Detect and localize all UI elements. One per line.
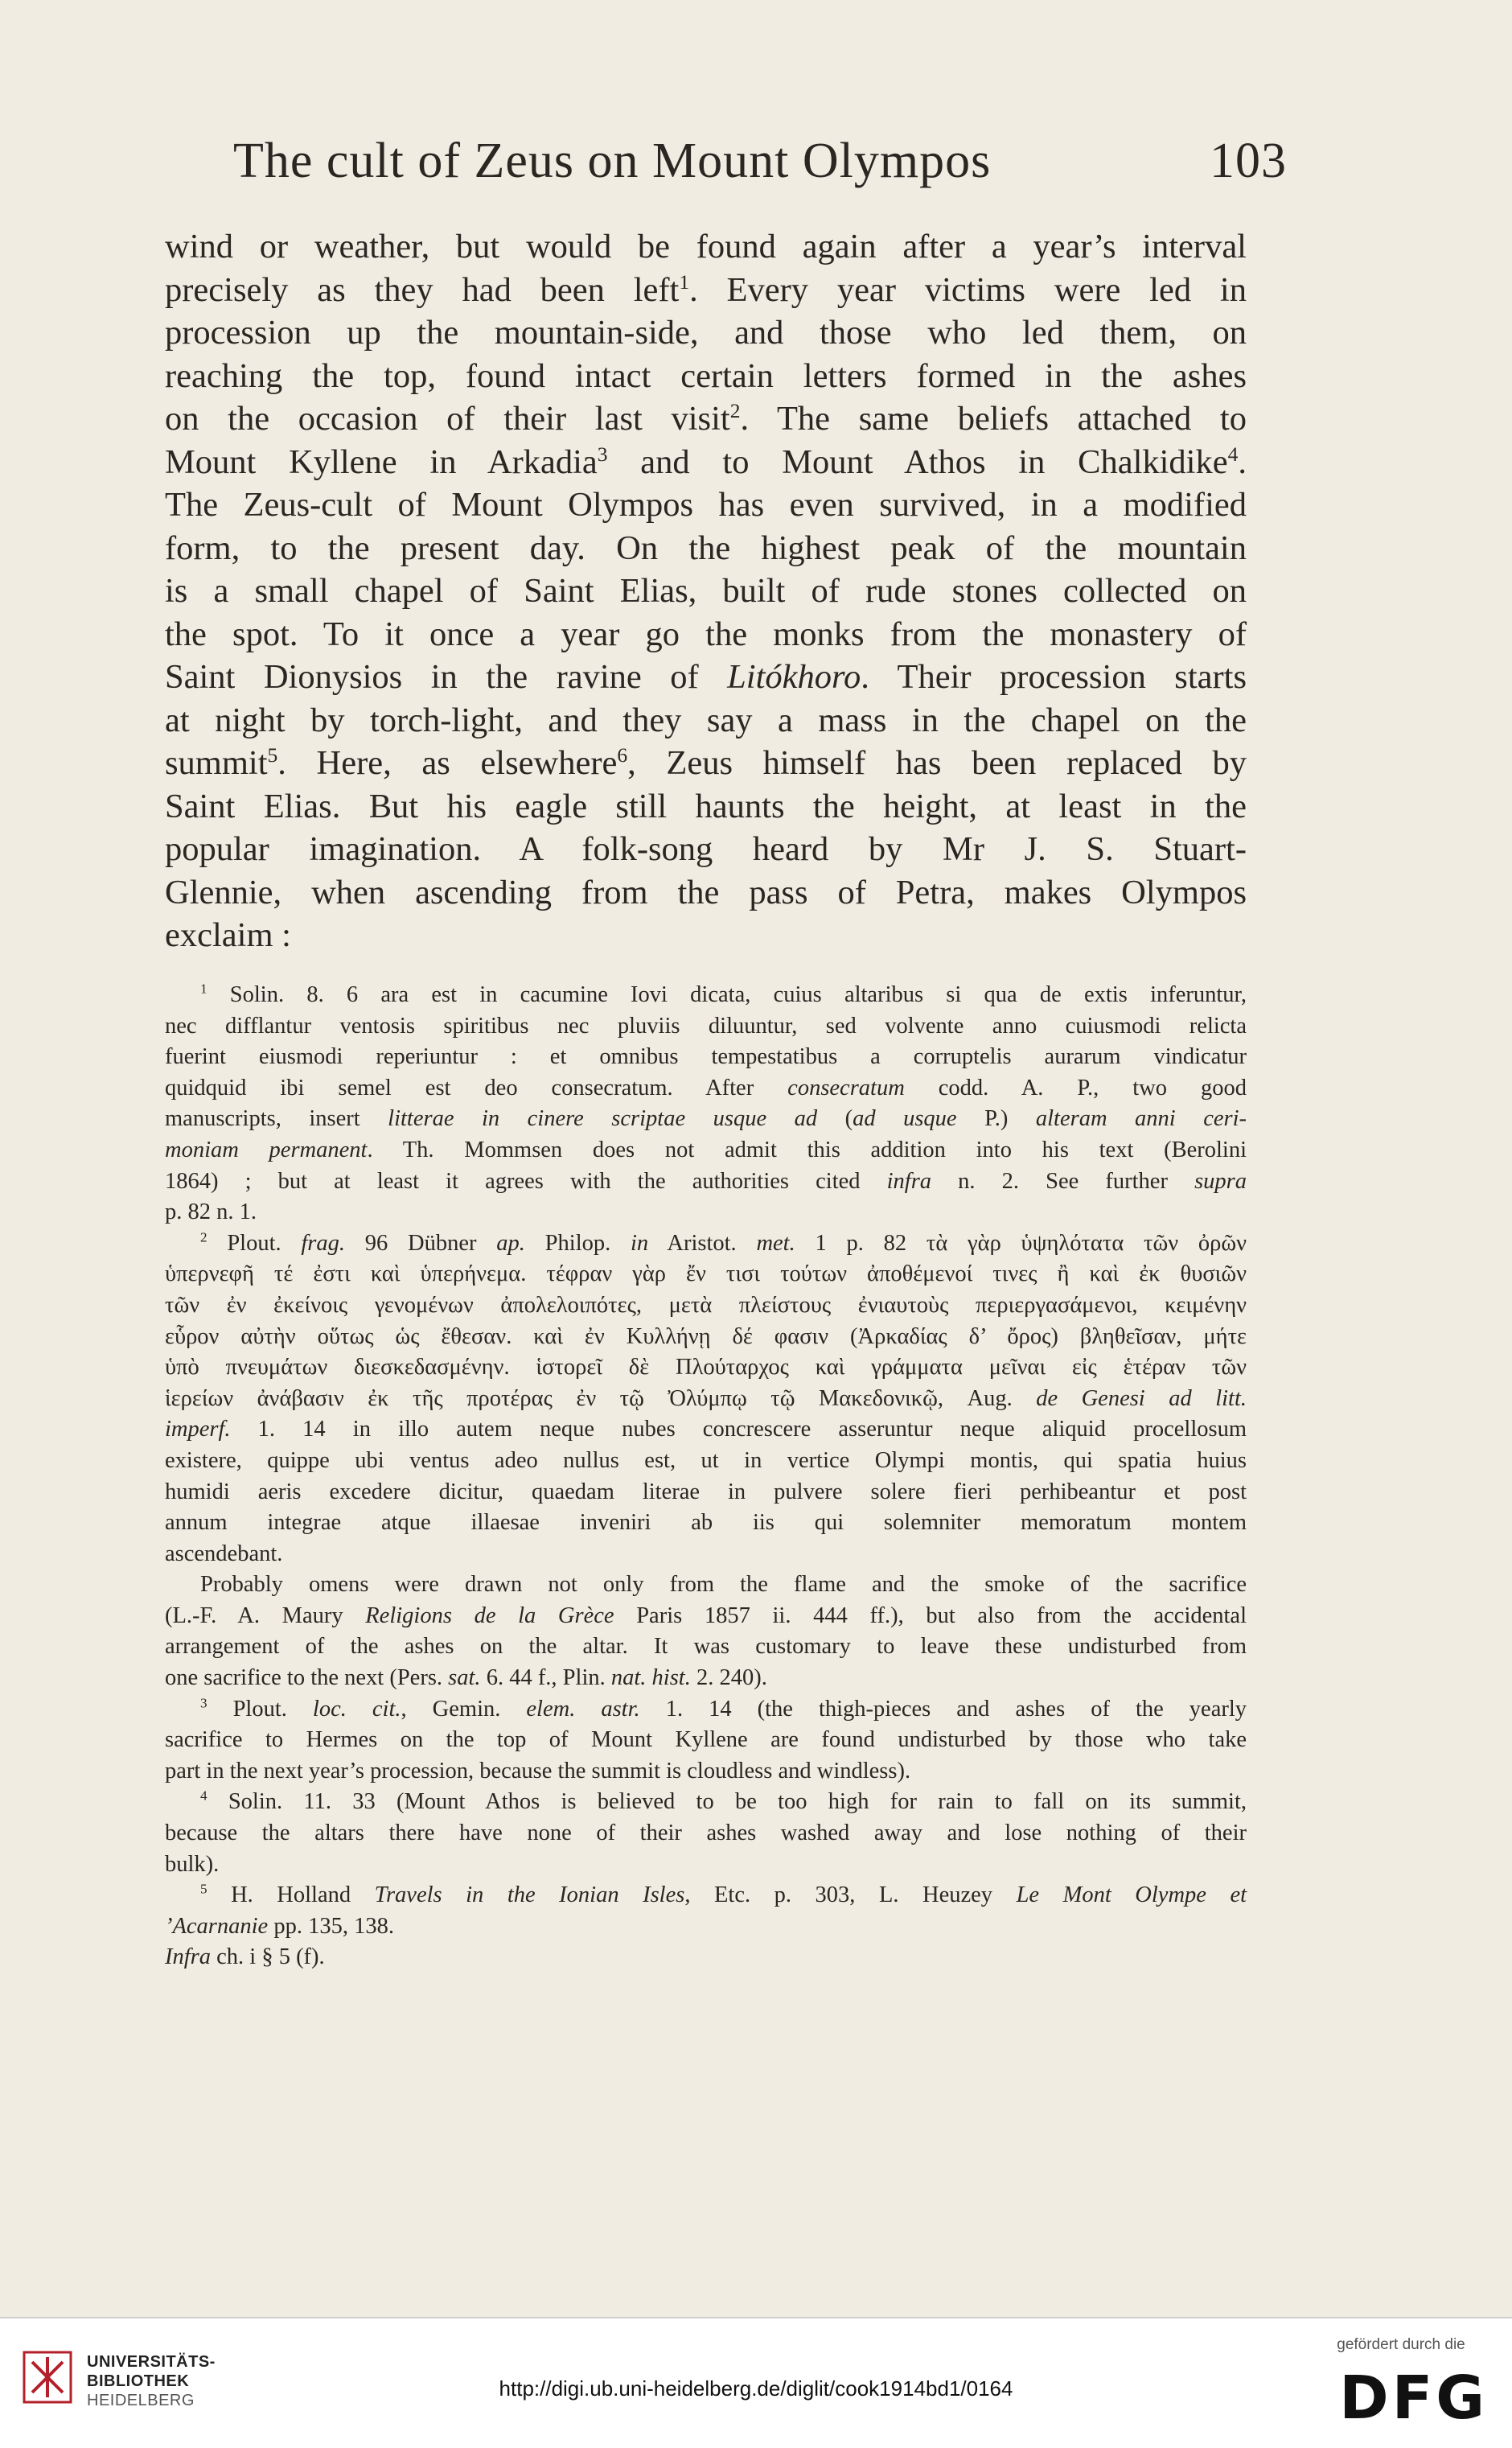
footnote-number: 3 <box>200 1695 207 1711</box>
page-number: 103 <box>1210 134 1287 188</box>
footnote-ref: 2 <box>729 398 741 422</box>
footnote-ref: 6 <box>617 743 628 767</box>
dfg-logo: DFG <box>1339 2364 1488 2433</box>
body-line: at night by torch-light, and they say a mass in the chapel on the <box>165 701 1247 739</box>
footnote-ref: 5 <box>267 743 278 767</box>
body-line: Saint Elias. But his eagle still haunts the height, at least in the <box>165 787 1247 825</box>
body-line: procession up the mountain-side, and those who led them, on <box>165 314 1247 352</box>
source-url-link[interactable]: http://digi.ub.uni-heidelberg.de/diglit/cook1914bd1/0164 <box>499 2376 1013 2401</box>
footnote-3: $^3$ Plout. loc. cit., Gemin. elem. astr. 1. 14 (the thigh-pieces and ashes of the yearly sacrifice to Hermes on the top of Mount Kyllene are found undisturbed by those who take part in the next year’s procession, because the summit is cloudless and windless). <box>165 1695 1247 1784</box>
body-line: the spot. To it once a year go the monks from the monastery of <box>165 615 1247 653</box>
body-line: Mount Kyllene in Arkadia$^3$ and to Mount Athos in Chalkidike$^4$. <box>165 442 1247 481</box>
footnote-paragraph: Probably omens were drawn not only from the flame and the smoke of the sacrifice (L.-F. A. Maury Religions de la Grèce Paris 1857 ii. 444 ff.), but also from the accidental arrangement of the ashes on the altar. It was customary to leave these undisturbed from one sacrifice to the next (Pers. sat. 6. 44 f., Plin. nat. hist. 2. 240). <box>165 1572 1247 1691</box>
body-line: form, to the present day. On the highest peak of the mountain <box>165 529 1247 567</box>
body-line: on the occasion of their last visit$^2$. The same beliefs attached to <box>165 398 1247 438</box>
library-name: UNIVERSITÄTS- BIBLIOTHEK HEIDELBERG <box>87 2353 216 2409</box>
body-line: is a small chapel of Saint Elias, built of rude stones collected on <box>165 572 1247 610</box>
footnote-2: $^2$ Plout. frag. 96 Dübner ap. Philop. in Aristot. met. 1 p. 82 τὰ γὰρ ὑψηλότατα τῶν ὀρῶν ὑπερνεφῆ τέ ἐστι καὶ ὑπερήνεμα. τέφραν γὰρ ἔν τισι τούτων ἀποθέμενοί τινες ἢ καὶ ἐκ θυσιῶν τῶν ἐν ἐκείνοις γενομένων ἀπολελοιπότες, μετὰ πλείστους ἐνιαυτοὺς περιεργασάμενοι, κειμένην εὗρον αὐτὴν οὕτως ὡς ἔθεσαν. καὶ ἐν Κυλλήνῃ δέ φασιν (Ἀρκαδίας δ’ ὄρος) βληθεῖσαν, μήτε ὑπὸ πνευμάτων διεσκεδασμένην. ἱστορεῖ δὲ Πλούταρχος καὶ γράμματα μεῖναι εἰς ἑτέραν τῶν ἱερείων ἀνάβασιν ἐκ τῆς προτέρας ἐν τῷ Ὀλύμπῳ τῷ Μακεδονικῷ, Aug. de Genesi ad litt. imperf. 1. 14 in illo autem neque nubes concrescere asseruntur neque aliquid procellosum existere, quippe ubi ventus adeo nullus est, ut in vertice Olympi montis, qui spatia huius humidi aeris excedere dicitur, quaedam literae in pulvere solere fieri perhibeantur et post annum integrae atque illaesae inveniri ab iis qui solemniter memoratum montem ascendebant. <box>165 1229 1247 1566</box>
footnote-1: $^1$ Solin. 8. 6 ara est in cacumine Iovi dicata, cuius altaribus si qua de extis inferuntur, nec difflantur ventosis spiritibus nec pluviis diluuntur, sed volvente anno cuiusmodi relicta fuerint eiusmodi reperiuntur : et omnibus tempestatibus a corruptelis aurarum vindicatur quidquid ibi semel est deo consecratum. After consecratum codd. A. P., two good manuscripts, insert litterae in cinere scriptae usque ad (ad usque P.) alteram anni ceri- moniam permanent. Th. Mommsen does not admit this addition into his text (Berolini 1864) ; but at least it agrees with the authorities cited infra n. 2. See further supra p. 82 n. 1. <box>165 981 1247 1225</box>
footnote-ref: 4 <box>1227 442 1239 466</box>
body-line: Saint Dionysios in the ravine of Litókhoro. Their procession starts <box>165 658 1247 696</box>
main-text <box>165 225 1247 957</box>
body-line: exclaim : <box>165 916 291 954</box>
body-line: precisely as they had been left$^1$. Every year victims were led in <box>165 269 1247 309</box>
footnote-ref: 1 <box>679 269 690 294</box>
footnote-5: $^5$ H. Holland Travels in the Ionian Isles, Etc. p. 303, L. Heuzey Le Mont Olympe et ’Acarnanie pp. 135, 138. Infra ch. i § 5 (f). <box>165 1881 1247 1970</box>
header-title: The cult of Zeus on Mount Olympos <box>233 134 992 188</box>
body-line: Glennie, when ascending from the pass of Petra, makes Olympos <box>165 873 1247 911</box>
footnote-number: 2 <box>200 1229 207 1245</box>
footnote-number: 4 <box>200 1788 207 1804</box>
body-line: The Zeus-cult of Mount Olympos has even survived, in a modified <box>165 486 1247 524</box>
funding-text: gefördert durch die <box>1337 2336 1465 2353</box>
footnote-4: $^4$ Solin. 11. 33 (Mount Athos is believed to be too high for rain to fall on its summit, because the altars there have none of their ashes washed away and lose nothing of their bulk). <box>165 1788 1247 1877</box>
running-header <box>233 133 1287 190</box>
footnote-number: 5 <box>200 1881 207 1897</box>
digitization-footer <box>0 2317 1512 2448</box>
body-line: popular imagination. A folk-song heard by Mr J. S. Stuart- <box>165 830 1247 868</box>
footnote-number: 1 <box>200 981 207 997</box>
footnotes <box>165 980 1247 1973</box>
footnote-ref: 3 <box>597 442 608 466</box>
body-line: wind or weather, but would be found again after a year’s interval <box>165 228 1247 265</box>
body-line: summit$^5$. Here, as elsewhere$^6$, Zeus himself has been replaced by <box>165 743 1247 782</box>
body-line: reaching the top, found intact certain letters formed in the ashes <box>165 356 1247 395</box>
